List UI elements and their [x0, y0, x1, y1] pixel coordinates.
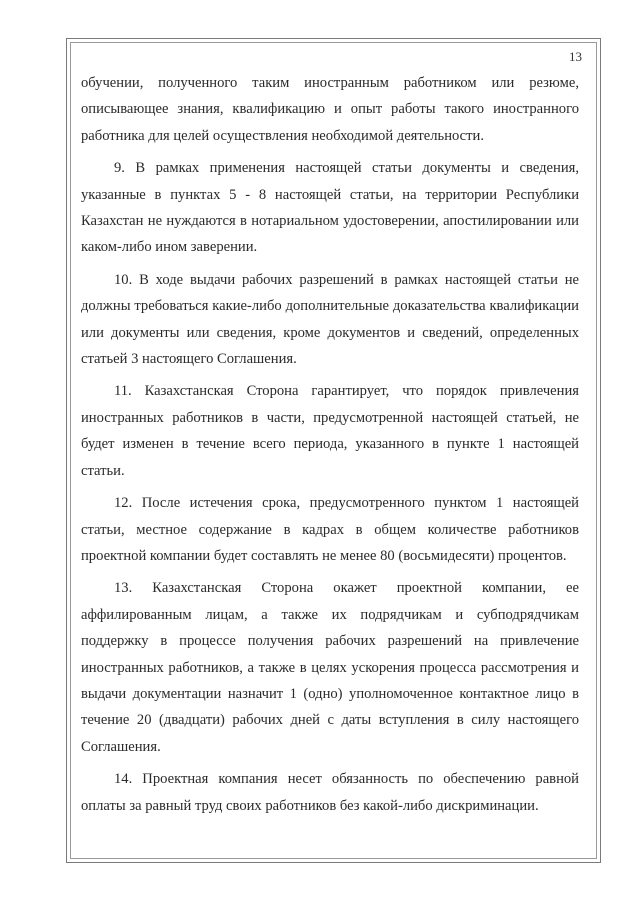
document-body: [81, 70, 579, 825]
page-number: 13: [569, 49, 582, 64]
paragraph-continuation: обучении, полученного таким иностранным работником или резюме, описывающее знания, квалификацию и опыт работы такого иностранного работника для целей осуществления необходимой деятельности.: [81, 75, 579, 144]
paragraph-11: 11. Казахстанская Сторона гарантирует, что порядок привлечения иностранных работников в части, предусмотренной настоящей статьей, не будет изменен в течение всего периода, указанного в пункте 1 настоящей статьи.: [81, 383, 579, 479]
paragraph-14: 14. Проектная компания несет обязанность по обеспечению равной оплаты за равный труд своих работников без какой-либо дискриминации.: [81, 771, 579, 814]
paragraph-10: 10. В ходе выдачи рабочих разрешений в рамках настоящей статьи не должны требоваться какие-либо дополнительные доказательства квалификации или документы или сведения, кроме документов и сведений, определенных статьей 3 настоящего Соглашения.: [81, 271, 579, 368]
paragraph-13: 13. Казахстанская Сторона окажет проектной компании, ее аффилированным лицам, а также их подрядчикам и субподрядчикам поддержку в процессе получения рабочих разрешений на привлечение иностранных работников, а также в целях ускорения процесса рассмотрения и выдачи документации назначит 1 (одно) уполномоченное контактное лицо в течение 20 (двадцати) рабочих дней с даты вступления в силу настоящего Соглашения.: [81, 580, 579, 755]
paragraph-9: 9. В рамках применения настоящей статьи документы и сведения, указанные в пунктах 5 - 8 настоящей статьи, на территории Республики Казахстан не нуждаются в нотариальном удостоверении, апостилировании или каком-либо ином заверении.: [81, 160, 579, 256]
paragraph-12: 12. После истечения срока, предусмотренного пунктом 1 настоящей статьи, местное содержание в кадрах в общем количестве работников проектной компании будет составлять не менее 80 (восьмидесяти) процентов.: [81, 495, 579, 564]
